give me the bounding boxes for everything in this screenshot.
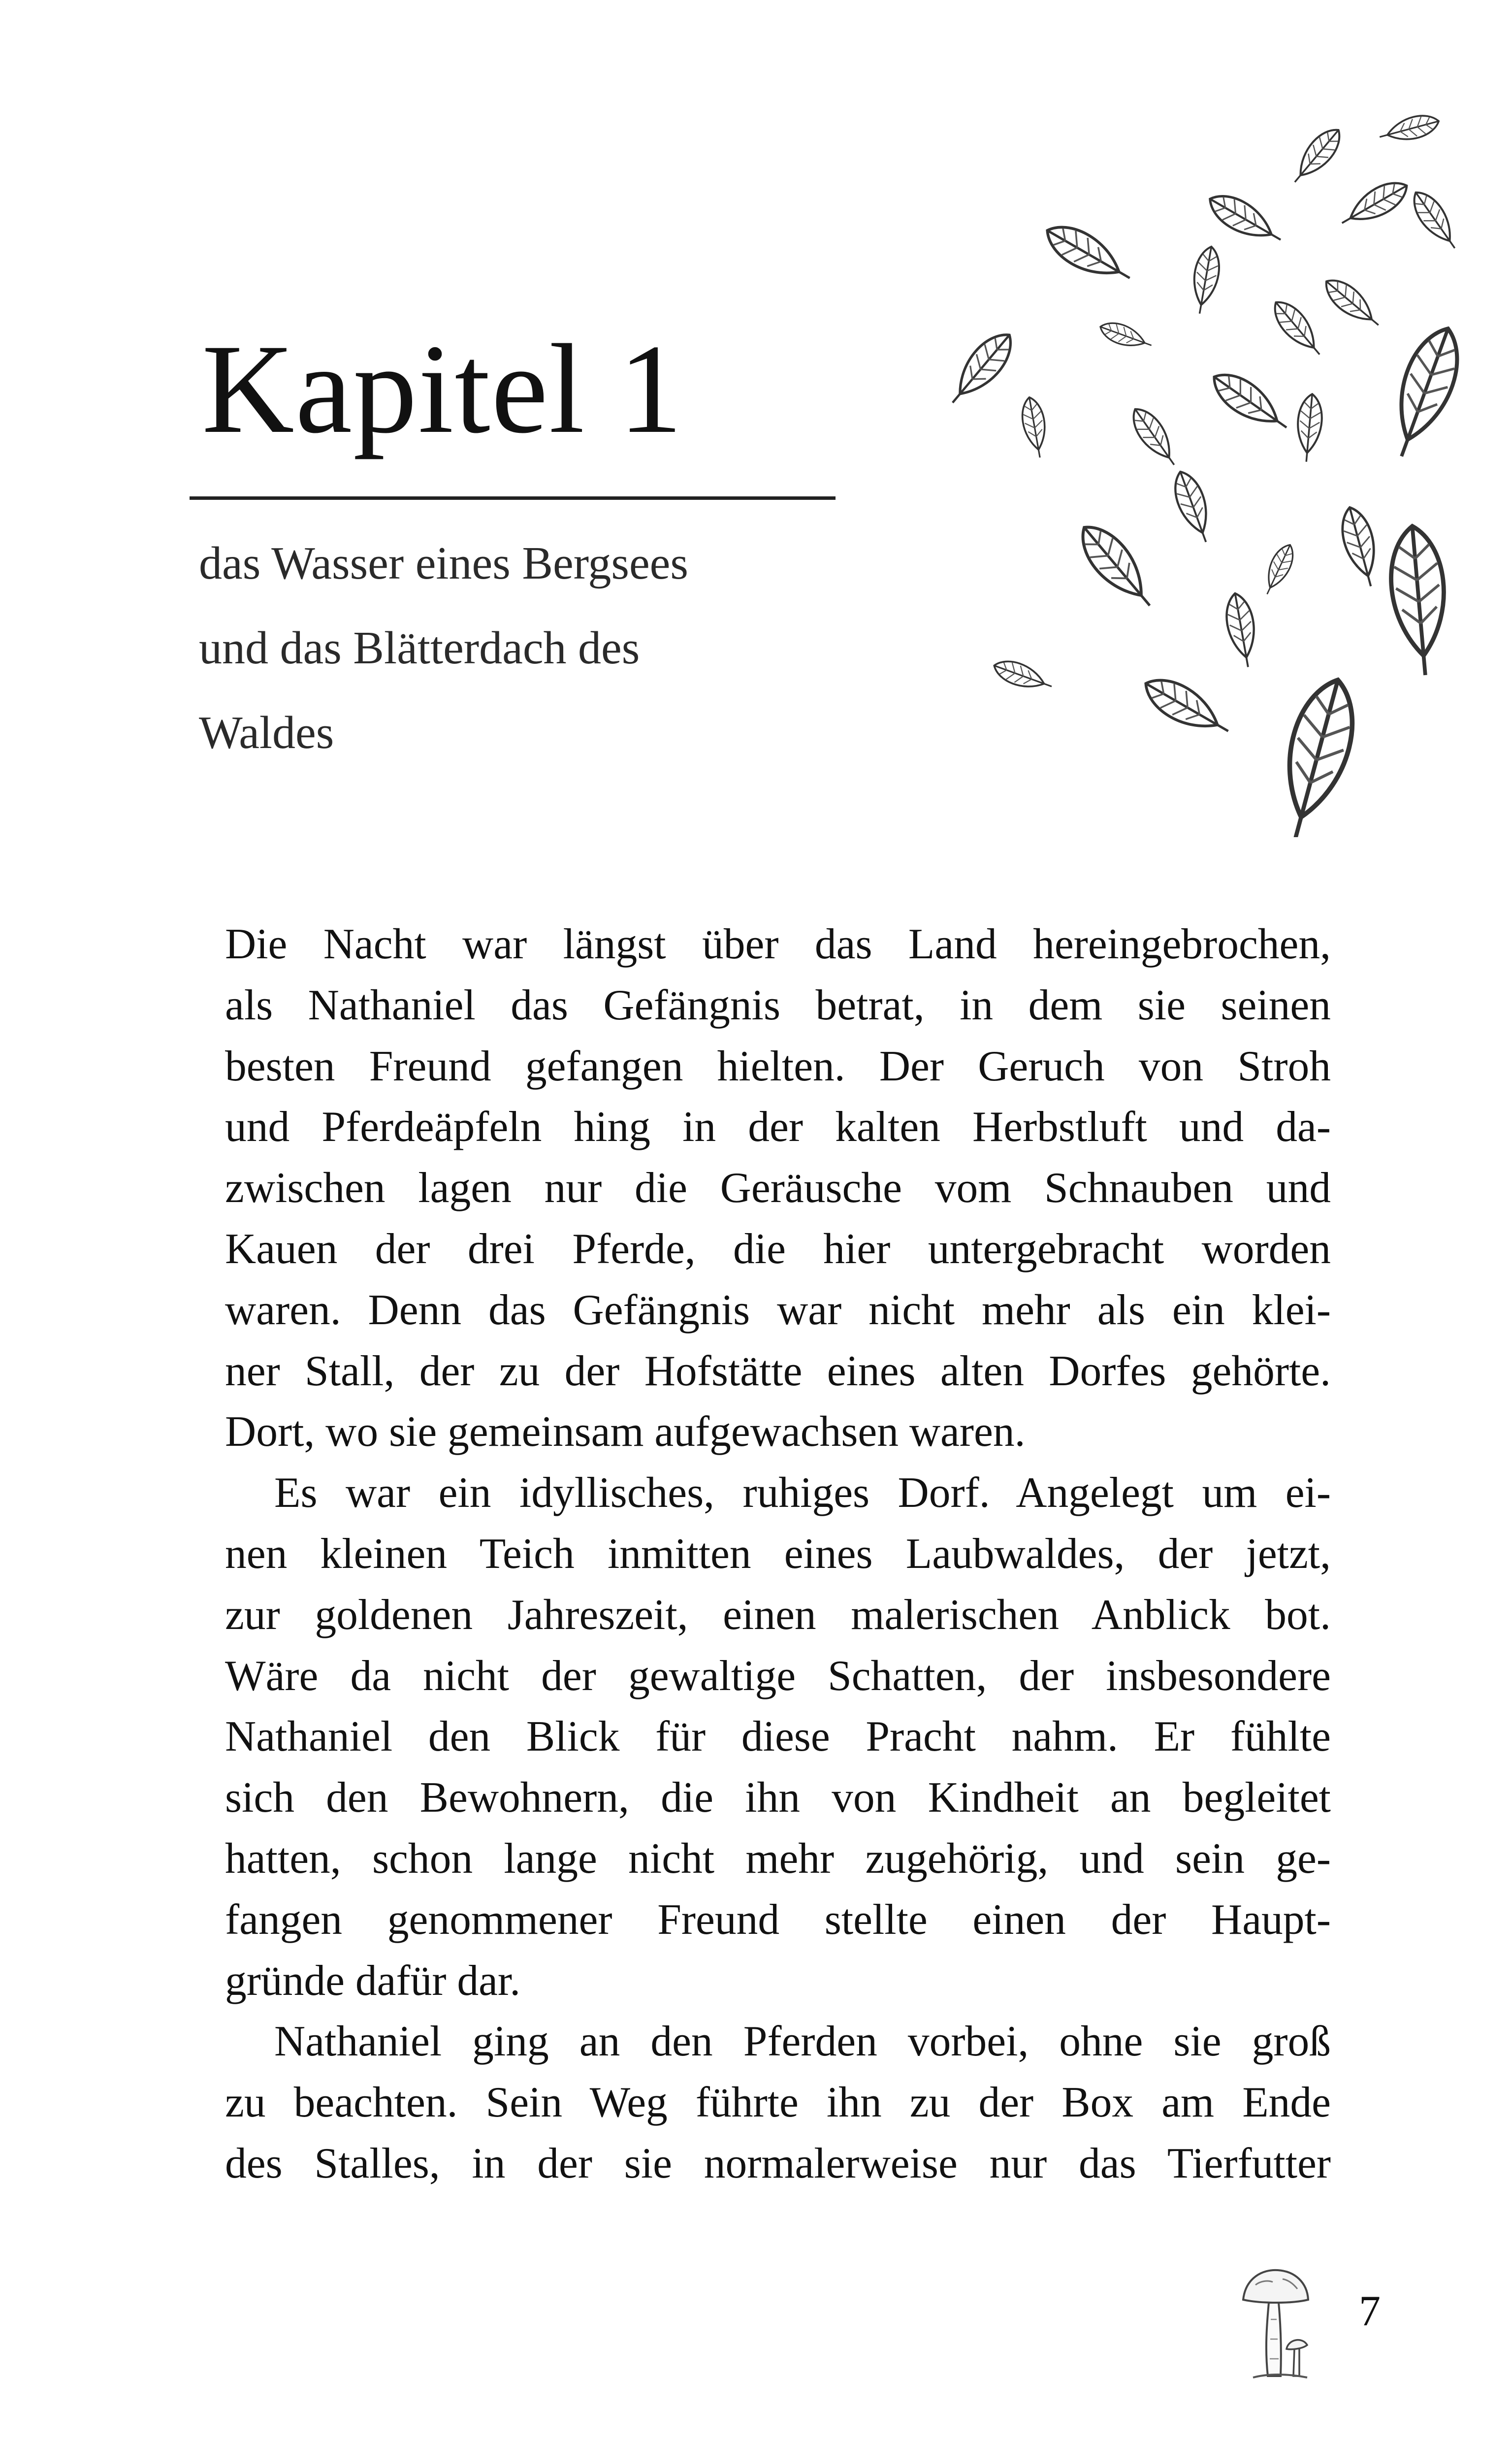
falling-leaves-illustration: [837, 69, 1477, 837]
text-line: und Pferdeäpfeln hing in der kalten Herbstluft und da-: [225, 1103, 1331, 1151]
text-line: als Nathaniel das Gefängnis betrat, in dem sie seinen: [225, 980, 1331, 1029]
text-line: Nathaniel den Blick für diese Pracht nahm. Er fühlte: [225, 1712, 1331, 1760]
paragraph: [225, 2011, 1331, 2193]
text-line: Dort, wo sie gemeinsam aufgewachsen waren.: [225, 1407, 1026, 1456]
subtitle-line: und das Blätterdach des: [199, 622, 640, 674]
text-line: fangen genommener Freund stellte einen der Haupt-: [225, 1895, 1331, 1943]
text-line: gründe dafür dar.: [225, 1956, 521, 2004]
text-line: sich den Bewohnern, die ihn von Kindheit an begleitet: [225, 1773, 1331, 1822]
text-line: zwischen lagen nur die Geräusche vom Schnauben und: [225, 1164, 1331, 1212]
title-rule: [190, 496, 836, 500]
text-line: besten Freund gefangen hielten. Der Geruch von Stroh: [225, 1042, 1331, 1090]
text-line: waren. Denn das Gefängnis war nicht mehr als ein klei-: [225, 1285, 1331, 1334]
text-line: zur goldenen Jahreszeit, einen malerischen Anblick bot.: [225, 1590, 1331, 1638]
paragraph: [225, 1462, 1331, 2011]
text-line: Kauen der drei Pferde, die hier untergebracht worden: [225, 1224, 1331, 1272]
text-line: des Stalles, in der sie normalerweise nur das Tierfutter: [225, 2139, 1331, 2187]
chapter-body: [225, 913, 1331, 2194]
text-line: Es war ein idyllisches, ruhiges Dorf. Angelegt um ei-: [274, 1468, 1331, 1517]
text-line: Nathaniel ging an den Pferden vorbei, ohne sie groß: [274, 2017, 1331, 2065]
text-line: hatten, schon lange nicht mehr zugehörig, und sein ge-: [225, 1834, 1331, 1882]
text-line: Die Nacht war längst über das Land hereingebrochen,: [225, 920, 1331, 968]
paragraph: [225, 913, 1331, 1462]
text-line: ner Stall, der zu der Hofstätte eines alten Dorfes gehörte.: [225, 1346, 1331, 1395]
text-line: Wäre da nicht der gewaltige Schatten, der insbesondere: [225, 1651, 1331, 1699]
chapter-subtitle: [199, 521, 854, 775]
page-number: 7: [1359, 2287, 1381, 2335]
text-line: zu beachten. Sein Weg führte ihn zu der Box am Ende: [225, 2078, 1331, 2126]
text-line: nen kleinen Teich inmitten eines Laubwaldes, der jetzt,: [225, 1529, 1331, 1577]
mushroom-icon: [1233, 2265, 1317, 2388]
chapter-title: Kapitel 1: [202, 318, 684, 460]
subtitle-line: das Wasser eines Bergsees: [199, 538, 688, 589]
subtitle-line: Waldes: [199, 707, 334, 758]
